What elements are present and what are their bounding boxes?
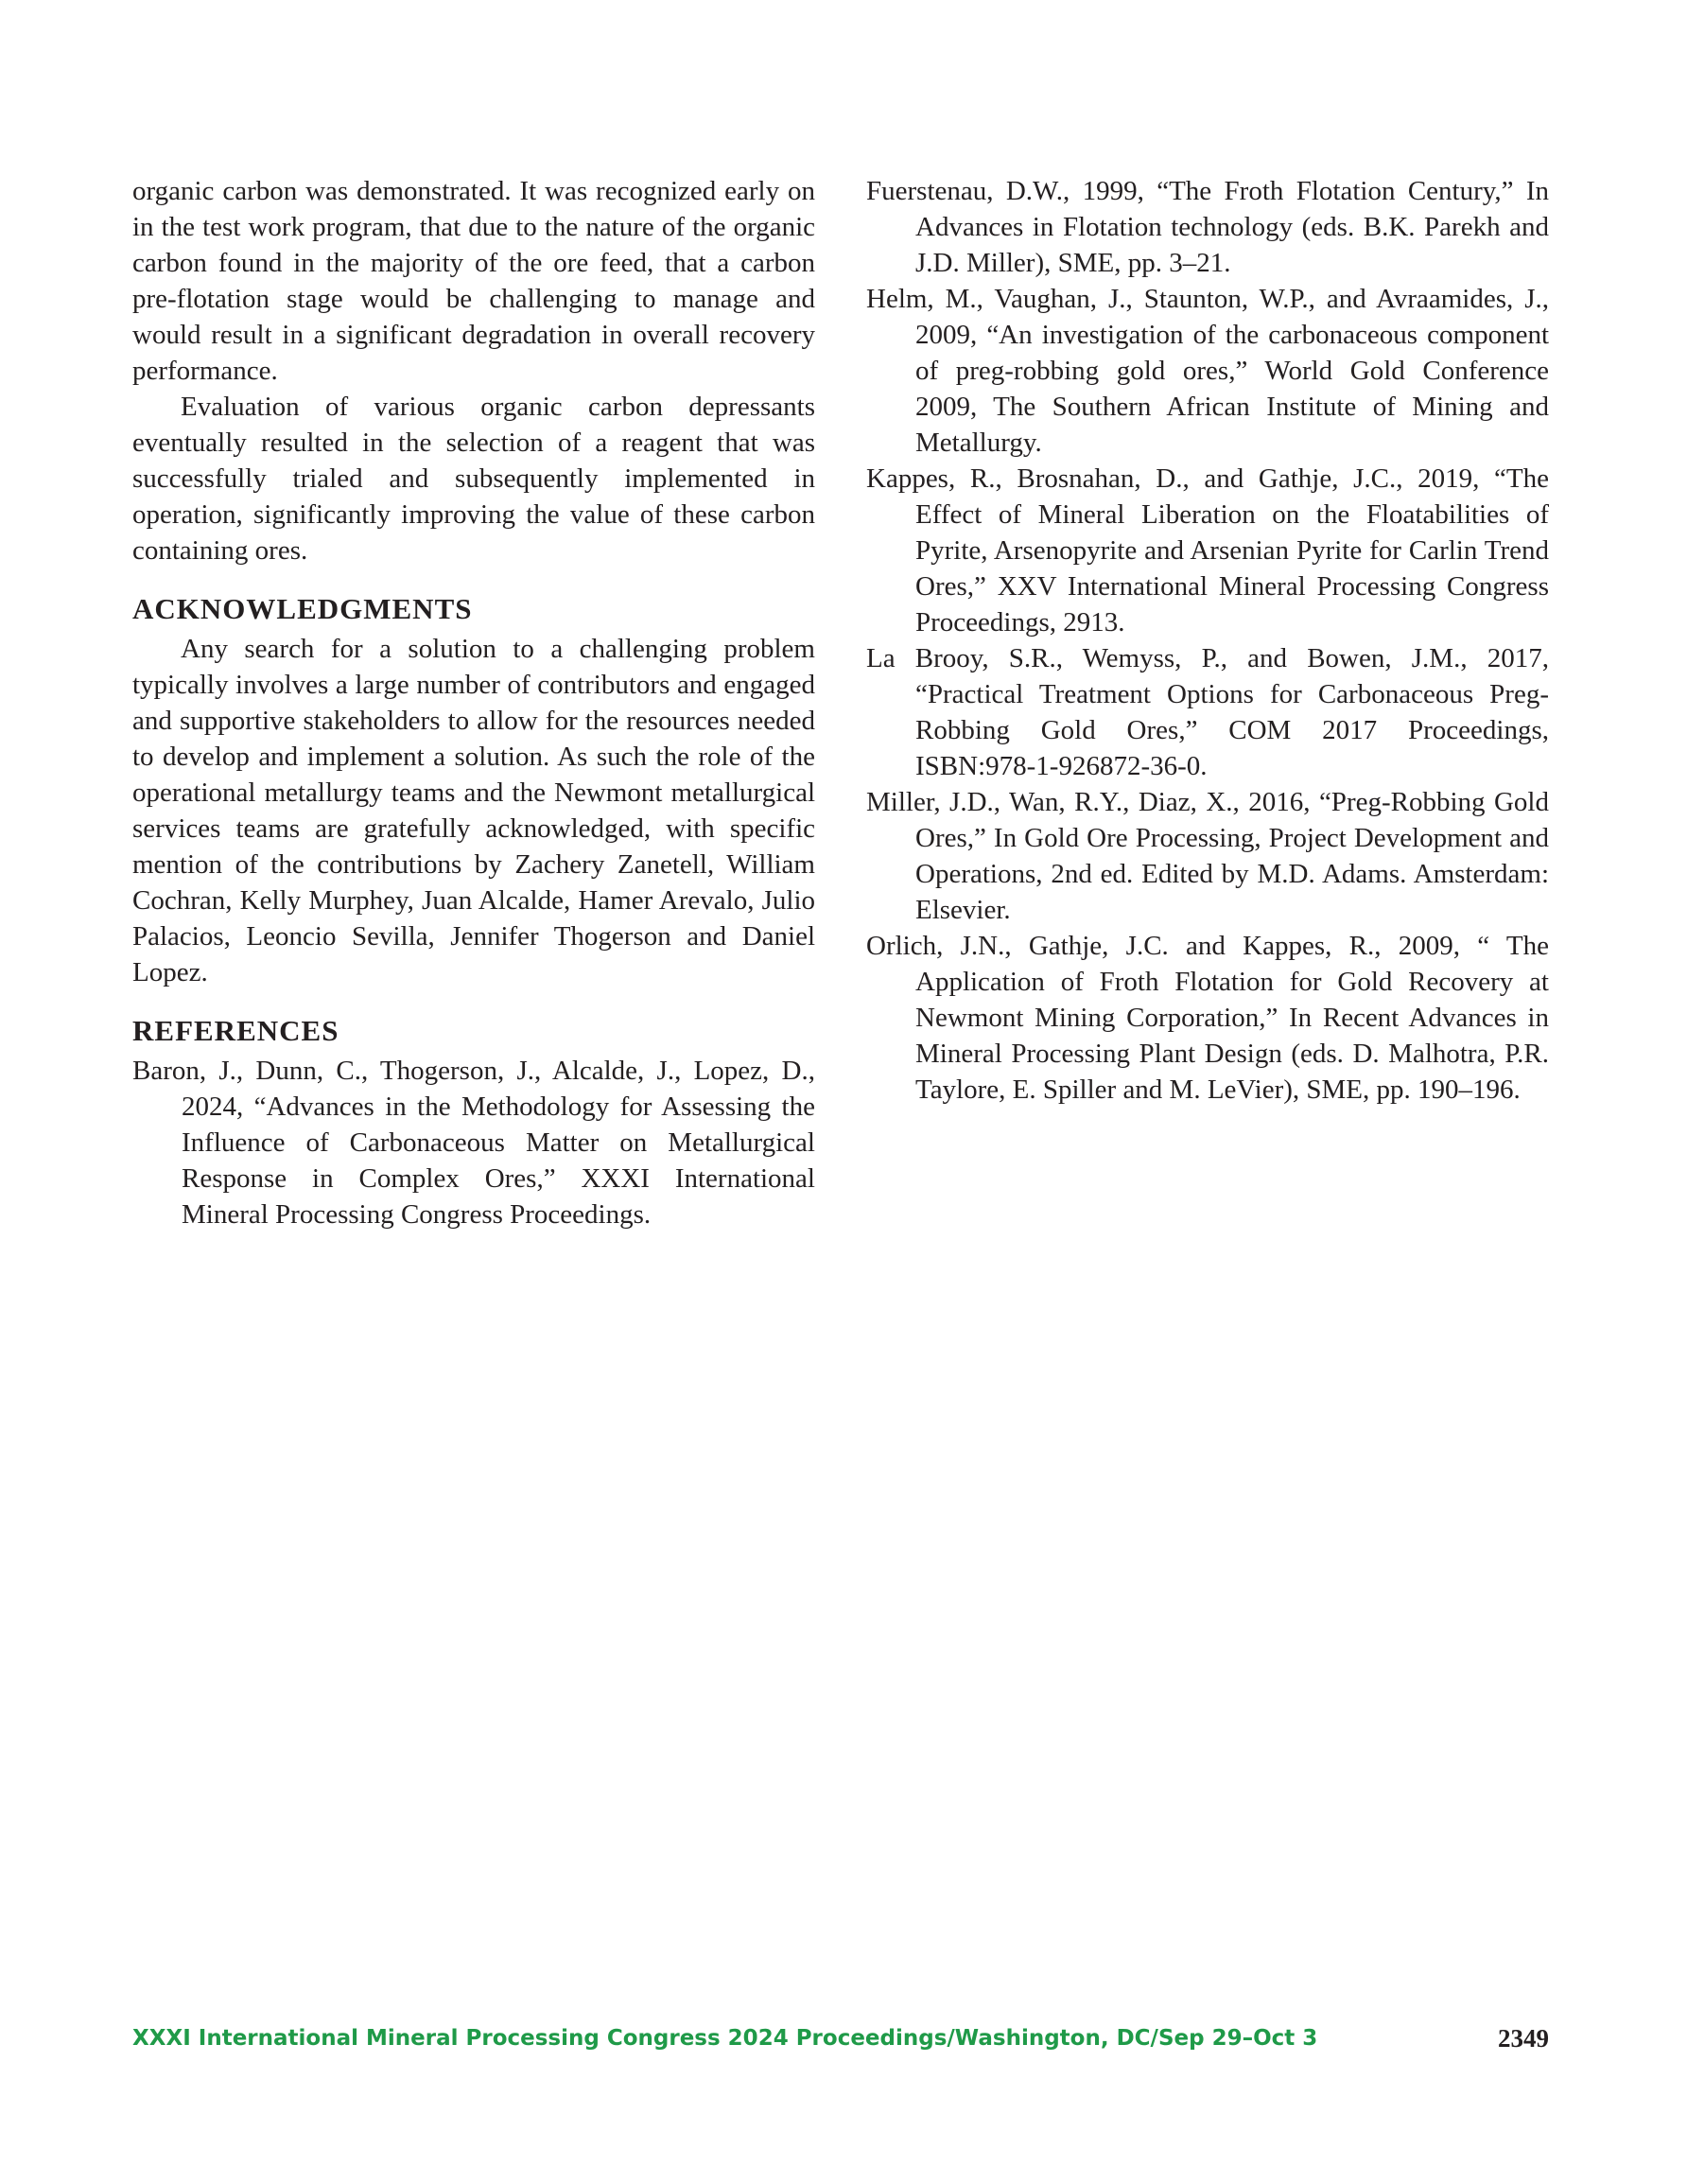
reference-list-left (132, 1053, 815, 1232)
body-paragraph: Evaluation of various organic carbon depressants eventually resulted in the selection of a reagent that was successfully trialed and subsequently implemented in operation, significantly improving the value of these carbon containing ores. (132, 392, 815, 566)
left-column (132, 173, 815, 1232)
reference-item: Miller, J.D., Wan, R.Y., Diaz, X., 2016, “Preg-Robbing Gold Ores,” In Gold Ore Processing, Project Development and Operations, 2nd ed. Edited by M.D. Adams. Amsterdam: Elsevier. (866, 787, 1549, 925)
reference-item: Kappes, R., Brosnahan, D., and Gathje, J.C., 2019, “The Effect of Mineral Liberation on the Floatabilities of Pyrite, Arsenopyrite and Arsenian Pyrite for Carlin Trend Ores,” XXV International Mineral Processing Congress Proceedings, 2913. (866, 463, 1549, 638)
right-column (866, 173, 1549, 1108)
reference-item: Fuerstenau, D.W., 1999, “The Froth Flotation Century,” In Advances in Flotation technology (eds. B.K. Parekh and J.D. Miller), SME, pp. 3–21. (866, 176, 1549, 278)
acknowledgments-paragraph: Any search for a solution to a challenging problem typically involves a large number of contributors and engaged and supportive stakeholders to allow for the resources needed to develop and implement a solution. As such the role of the operational metallurgy teams and the Newmont metallurgical services teams are gratefully acknowledged, with specific mention of the contributions by Zachery Zanetell, William Cochran, Kelly Murphey, Juan Alcalde, Hamer Arevalo, Julio Palacios, Leoncio Sevilla, Jennifer Thogerson and Daniel Lopez. (132, 634, 815, 987)
reference-item: La Brooy, S.R., Wemyss, P., and Bowen, J.M., 2017, “Practical Treatment Options for Carbonaceous Preg-Robbing Gold Ores,” COM 2017 Proceedings, ISBN:978-1-926872-36-0. (866, 643, 1549, 781)
reference-list-right (866, 173, 1549, 1108)
page-number: 2349 (1498, 2024, 1549, 2053)
reference-item: Orlich, J.N., Gathje, J.C. and Kappes, R., 2009, “ The Application of Froth Flotation for Gold Recovery at Newmont Mining Corporation,” In Recent Advances in Mineral Processing Plant Design (eds. D. Malhotra, P.R. Taylore, E. Spiller and M. LeVier), SME, pp. 190–196. (866, 931, 1549, 1105)
footer-conference-title: XXXI International Mineral Processing Congress 2024 Proceedings/Washington, DC/Sep 29–Oct 3 (132, 2026, 1318, 2051)
references-heading: REFERENCES (132, 1014, 339, 1047)
acknowledgments-heading: ACKNOWLEDGMENTS (132, 592, 473, 625)
reference-item: Helm, M., Vaughan, J., Staunton, W.P., and Avraamides, J., 2009, “An investigation of the carbonaceous component of preg-robbing gold ores,” World Gold Conference 2009, The Southern African Institute of Mining and Metallurgy. (866, 284, 1549, 458)
body-paragraph: organic carbon was demonstrated. It was recognized early on in the test work program, that due to the nature of the organic carbon found in the majority of the ore feed, that a carbon pre-flotation stage would be challenging to manage and would result in a significant degradation in overall recovery performance. (132, 176, 815, 386)
page-footer (132, 2026, 1549, 2064)
reference-item: Baron, J., Dunn, C., Thogerson, J., Alcalde, J., Lopez, D., 2024, “Advances in the Methodology for Assessing the Influence of Carbonaceous Matter on Metallurgical Response in Complex Ores,” XXXI International Mineral Processing Congress Proceedings. (132, 1056, 815, 1230)
